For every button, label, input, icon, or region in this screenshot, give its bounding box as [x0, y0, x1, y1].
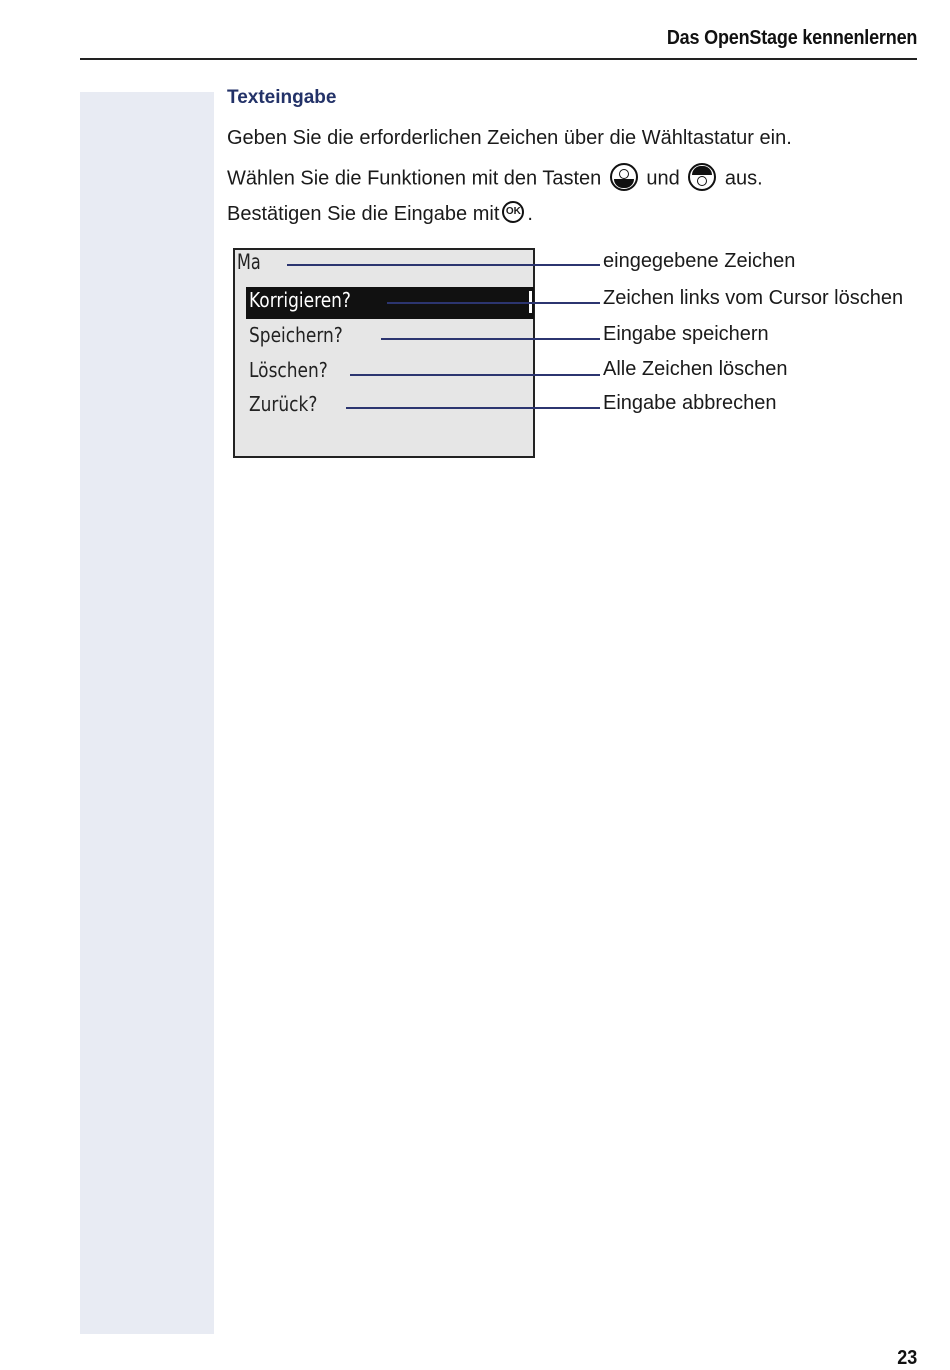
- header-divider: [80, 58, 917, 60]
- paragraph-text: Geben Sie die erforderlichen Zeichen über die Wähltastatur ein.: [227, 127, 792, 149]
- callout-label-save: Eingabe speichern: [603, 323, 769, 345]
- callout-line: [350, 374, 600, 376]
- paragraph-text: .: [527, 203, 533, 225]
- callout-label-cancel: Eingabe abbrechen: [603, 392, 777, 414]
- callout-label-entered-chars: eingegebene Zeichen: [603, 250, 796, 272]
- paragraph-input-instruction: [227, 127, 792, 150]
- section-title: Texteingabe: [227, 87, 337, 108]
- callout-line: [287, 264, 600, 266]
- menu-item-zurueck[interactable]: Zurück?: [249, 392, 318, 416]
- menu-item-korrigieren[interactable]: Korrigieren?: [249, 288, 351, 312]
- paragraph-text: und: [646, 167, 680, 190]
- paragraph-text: Wählen Sie die Funktionen mit den Tasten: [227, 167, 602, 190]
- phone-display: [233, 248, 535, 458]
- page-number: 23: [896, 1347, 917, 1369]
- menu-item-loeschen[interactable]: Löschen?: [249, 358, 328, 382]
- navigation-up-key-icon: [688, 163, 716, 191]
- margin-sidebar: [80, 92, 214, 1334]
- paragraph-text: aus.: [724, 167, 763, 190]
- callout-label-delete-left: Zeichen links vom Cursor löschen: [603, 287, 904, 309]
- callout-line: [346, 407, 600, 409]
- navigation-down-key-icon: [610, 163, 638, 191]
- paragraph-text: Bestätigen Sie die Eingabe mit: [227, 203, 500, 225]
- page-header-title: Das OpenStage kennenlernen: [666, 27, 917, 49]
- display-entry-text: Ma: [237, 250, 261, 274]
- callout-line: [387, 302, 600, 304]
- ok-key-icon: OK: [502, 201, 524, 223]
- paragraph-navigation-instruction: [227, 165, 763, 193]
- menu-item-speichern[interactable]: Speichern?: [249, 323, 343, 347]
- callout-line: [381, 338, 600, 340]
- paragraph-confirm-instruction: [227, 203, 533, 226]
- callout-label-delete-all: Alle Zeichen löschen: [603, 358, 788, 380]
